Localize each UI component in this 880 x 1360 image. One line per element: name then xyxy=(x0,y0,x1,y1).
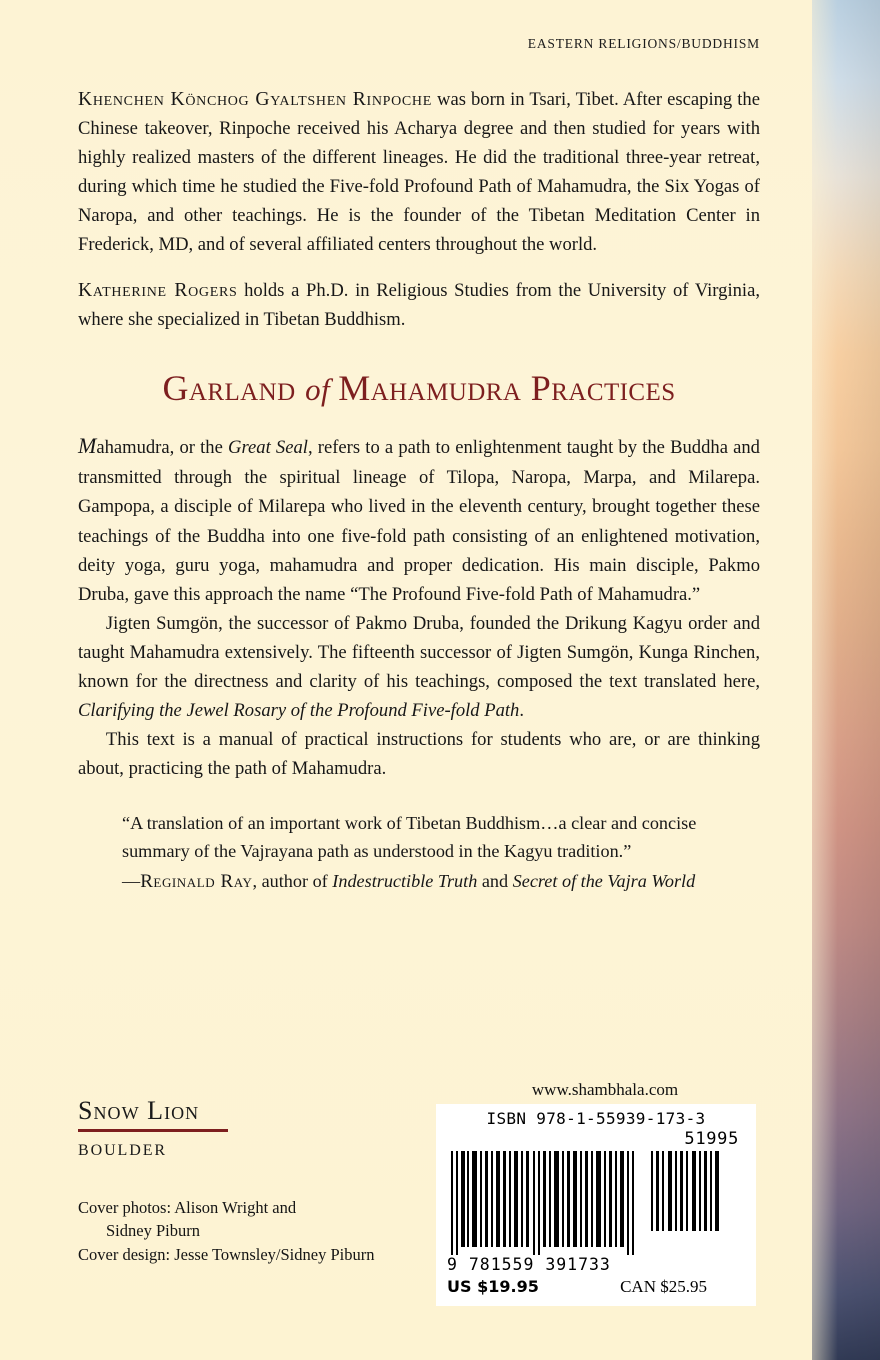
description-paragraph-1 xyxy=(78,429,760,609)
author-name-2: Katherine Rogers xyxy=(78,279,238,301)
title-part-1: Garland xyxy=(162,368,306,409)
blurb-after-name: , author of xyxy=(252,871,333,892)
credit-line-3: Cover design: Jesse Townsley/Sidney Piburn xyxy=(78,1244,375,1264)
credit-line-1: Cover photos: Alison Wright and xyxy=(78,1198,297,1217)
credit-line-2: Sidney Piburn xyxy=(106,1221,200,1241)
publisher-name: Snow Lion xyxy=(78,1096,200,1125)
description-p2-italic: Clarifying the Jewel Rosary of the Profound Five-fold Path xyxy=(78,700,520,722)
blurb-work-1: Indestructible Truth xyxy=(332,871,478,892)
author-bio-2-text: holds a Ph.D. in Religious Studies from the University of Virginia, where she specialized in Tibetan Buddhism. xyxy=(78,279,760,331)
description-p2-b: . xyxy=(519,700,525,722)
publisher-logo xyxy=(78,1096,378,1160)
blurb-quote: “A translation of an important work of Tibetan Buddhism…a clear and concise summary of the Vajrayana path as understood in the Kagyu tradition.” xyxy=(122,813,697,862)
blurb-author: Reginald Ray xyxy=(140,871,253,893)
blurb-attribution xyxy=(122,867,742,896)
author-bio-1-text: was born in Tsari, Tibet. After escaping the Chinese takeover, Rinpoche received his Acharya degree and then studied for years with highly realized masters of the different lineages. He did the traditional three-year retreat, during which time he studied the Five-fold Profound Path of Mahamudra, the Six Yogas of Naropa, and other teachings. He is the founder of the Tibetan Meditation Center in Frederick, MD, and of several affiliated centers throughout the world. xyxy=(78,89,760,256)
description-p1-a: ahamudra, or the xyxy=(96,436,229,458)
blurb-work-2: Secret of the Vajra World xyxy=(512,871,696,892)
title-part-of: of xyxy=(305,372,339,408)
body-column xyxy=(78,85,760,897)
price-row xyxy=(447,1277,747,1297)
ean-digits: 9 781559 391733 xyxy=(447,1255,611,1274)
blurb-dash: — xyxy=(122,871,141,892)
publisher-rule xyxy=(78,1129,228,1132)
category-label: EASTERN RELIGIONS/BUDDHISM xyxy=(527,36,760,51)
title-part-2: Mahamudra Practices xyxy=(338,368,676,409)
description-p1-italic: Great Seal xyxy=(228,436,308,458)
author-bio-2 xyxy=(78,276,760,335)
barcode-addon-digits: 51995 xyxy=(684,1129,739,1149)
book-title xyxy=(78,369,760,409)
review-blurb xyxy=(122,809,742,896)
author-name-1: Khenchen Könchog Gyaltshen Rinpoche xyxy=(78,89,432,110)
spine-gradient-overlay xyxy=(812,0,880,1360)
description-p2-a: Jigten Sumgön, the successor of Pakmo Druba, founded the Drikung Kagyu order and taught Mahamudra extensively. The fifteenth successor of Jigten Sumgön, Kunga Rinchen, known for the directness and clarity of his teachings, composed the text translated here, xyxy=(78,612,760,693)
price-us: US $19.95 xyxy=(447,1277,539,1296)
description-paragraph-2 xyxy=(78,609,760,725)
cover-footer xyxy=(0,1060,812,1360)
ean13-barcode xyxy=(449,1151,635,1255)
author-bio-1 xyxy=(78,85,760,260)
description-p1-b: , refers to a path to enlightenment taught by the Buddha and transmitted through the spiritual lineage of Tilopa, Naropa, Marpa, and Milarepa. Gampopa, a disciple of Milarepa who lived in the eleventh century, brought together these teachings of the Buddha into one five-fold path consisting of an enlightened motivation, deity yoga, guru yoga, mahamudra and proper dedication. His main disciple, Pakmo Druba, gave this approach the name “The Profound Five-fold Path of Mahamudra.” xyxy=(78,436,760,605)
cover-credits xyxy=(78,1196,374,1266)
description-paragraph-3: This text is a manual of practical instructions for students who are, or are thinking about, practicing the path of Mahamudra. xyxy=(78,729,760,780)
barcode-block xyxy=(436,1104,756,1306)
blurb-conjunction: and xyxy=(477,871,513,892)
publisher-website[interactable]: www.shambhala.com xyxy=(531,1080,679,1099)
isbn-text: ISBN 978-1-55939-173-3 xyxy=(486,1109,706,1128)
spine-photo-strip xyxy=(812,0,880,1360)
description-dropcap: M xyxy=(78,432,97,458)
publisher-city: BOULDER xyxy=(78,1141,167,1159)
price-can: CAN $25.95 xyxy=(620,1277,707,1296)
ean5-addon-barcode xyxy=(649,1151,723,1231)
